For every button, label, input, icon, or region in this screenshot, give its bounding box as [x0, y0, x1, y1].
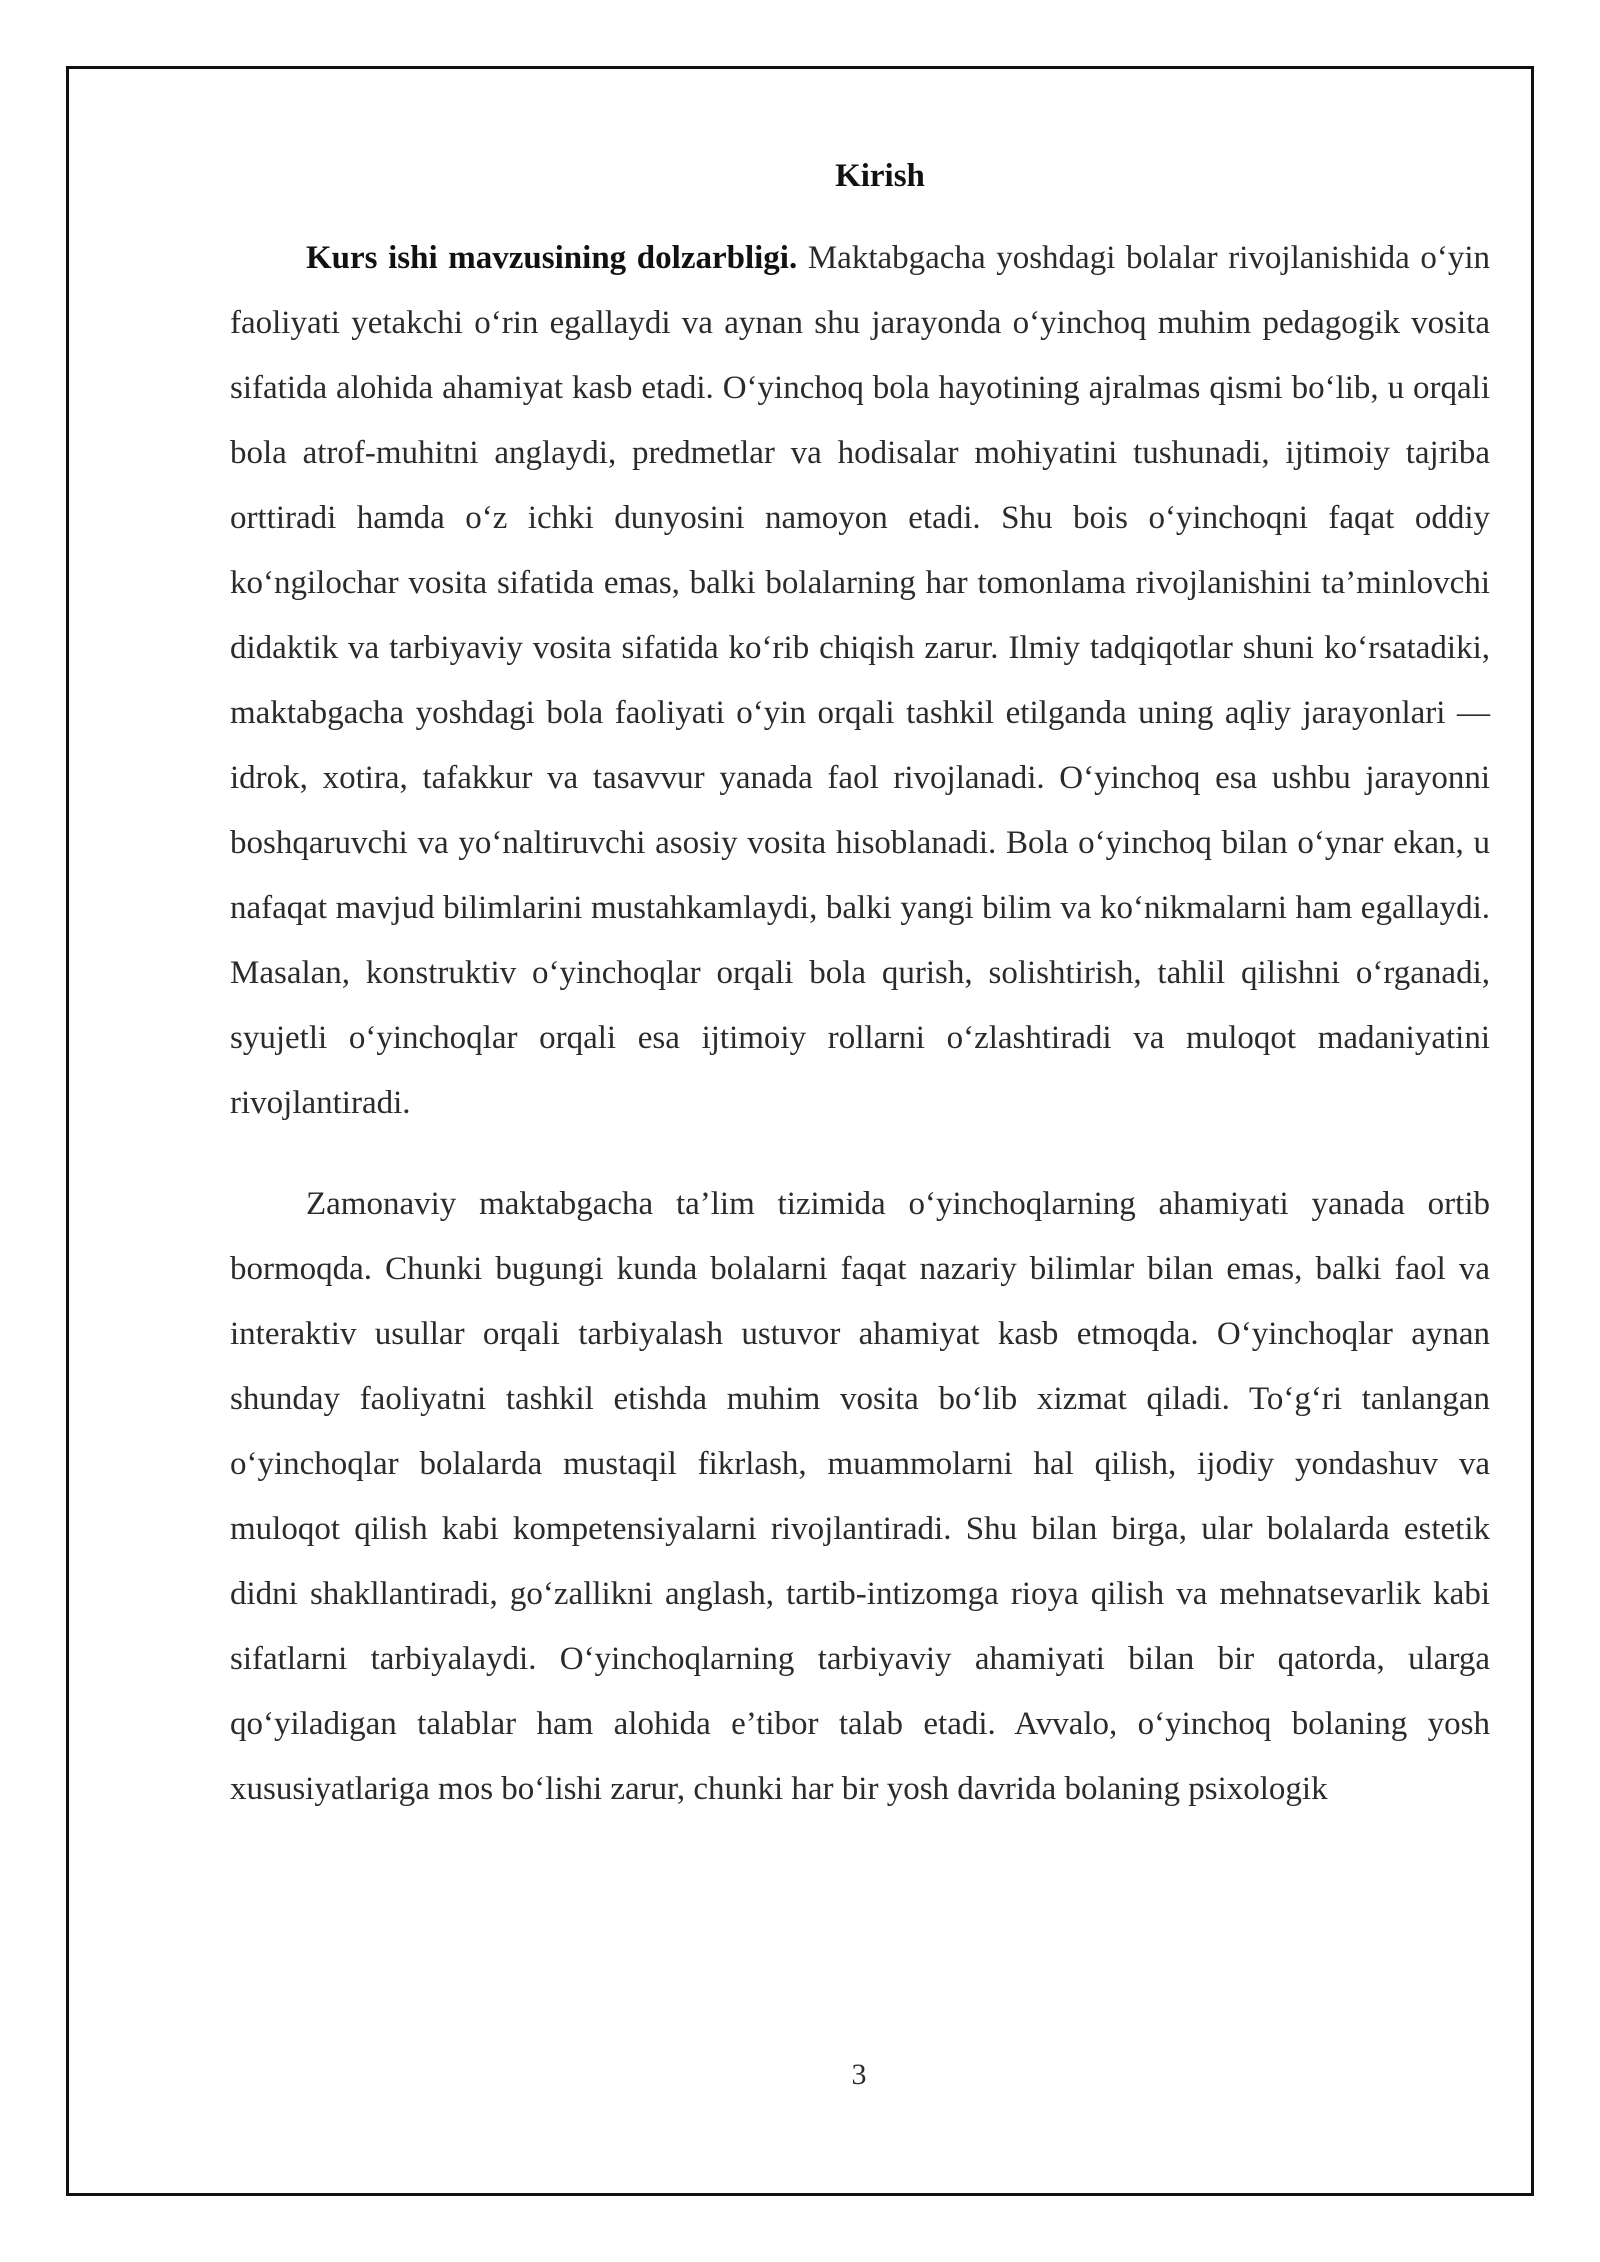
document-body	[230, 148, 1490, 1822]
paragraph-modern-education: Zamonaviy maktabgacha ta’lim tizimida o‘yinchoqlarning ahamiyati yanada ortib bormoqda. Chunki bugungi kunda bolalarni faqat nazariy bilimlar bilan emas, balki faol va interaktiv usullar orqali tarbiyalash ustuvor ahamiyat kasb etmoqda. O‘yinchoqlar aynan shunday faoliyatni tashkil etishda muhim vosita bo‘lib xizmat qiladi. To‘g‘ri tanlangan o‘yinchoqlar bolalarda mustaqil fikrlash, muammolarni hal qilish, ijodiy yondashuv va muloqot qilish kabi kompetensiyalarni rivojlantiradi. Shu bilan birga, ular bolalarda estetik didni shakllantiradi, go‘zallikni anglash, tartib-intizomga rioya qilish va mehnatsevarlik kabi sifatlarni tarbiyalaydi. O‘yinchoqlarning tarbiyaviy ahamiyati bilan bir qatorda, ularga qo‘yiladigan talablar ham alohida e’tibor talab etadi. Avvalo, o‘yinchoq bolaning yosh xususiyatlariga mos bo‘lishi zarur, chunki har bir yosh davrida bolaning psixologik	[230, 1186, 1490, 1807]
page-number: 3	[851, 2058, 867, 2091]
paragraph-body: Maktabgacha yoshdagi bolalar rivojlanishida o‘yin faoliyati yetakchi o‘rin egallaydi va aynan shu jarayonda o‘yinchoq muhim pedagogik vosita sifatida alohida ahamiyat kasb etadi. O‘yinchoq bola hayotining ajralmas qismi bo‘lib, u orqali bola atrof-muhitni anglaydi, predmetlar va hodisalar mohiyatini tushunadi, ijtimoiy tajriba orttiradi hamda o‘z ichki dunyosini namoyon etadi. Shu bois o‘yinchoqni faqat oddiy ko‘ngilochar vosita sifatida emas, balki bolalarning har tomonlama rivojlanishini ta’minlovchi didaktik va tarbiyaviy vosita sifatida ko‘rib chiqish zarur. Ilmiy tadqiqotlar shuni ko‘rsatadiki, maktabgacha yoshdagi bola faoliyati o‘yin orqali tashkil etilganda uning aqliy jarayonlari — idrok, xotira, tafakkur va tasavvur yanada faol rivojlanadi. O‘yinchoq esa ushbu jarayonni boshqaruvchi va yo‘naltiruvchi asosiy vosita hisoblanadi. Bola o‘yinchoq bilan o‘ynar ekan, u nafaqat mavjud bilimlarini mustahkamlaydi, balki yangi bilim va ko‘nikmalarni ham egallaydi. Masalan, konstruktiv o‘yinchoqlar orqali bola qurish, solishtirish, tahlil qilishni o‘rganadi, syujetli o‘yinchoqlar orqali esa ijtimoiy rollarni o‘zlashtiradi va muloqot madaniyatini rivojlantiradi.	[230, 240, 1490, 1121]
paragraph-relevance	[230, 226, 1490, 1136]
paragraph-lead: Kurs ishi mavzusining dolzarbligi.	[306, 240, 798, 276]
section-heading: Kirish	[835, 158, 925, 194]
